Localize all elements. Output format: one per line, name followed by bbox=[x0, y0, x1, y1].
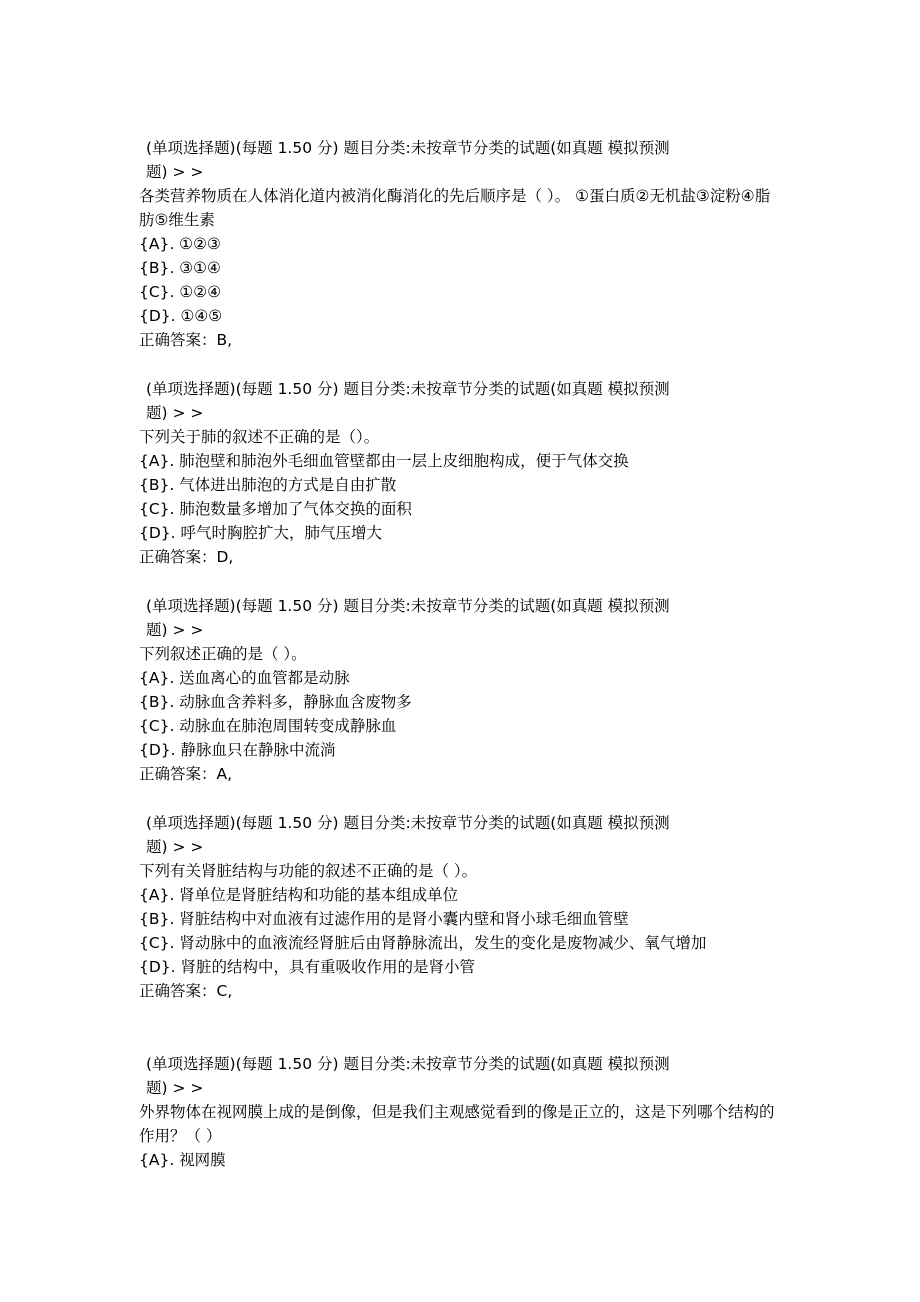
option-c: {C}. 动脉血在肺泡周围转变成静脉血 bbox=[139, 717, 397, 735]
question-stem: 下列关于肺的叙述不正确的是（）。 bbox=[139, 428, 380, 446]
option-b: {B}. ③①④ bbox=[139, 259, 221, 277]
option-b: {B}. 气体进出肺泡的方式是自由扩散 bbox=[139, 476, 397, 494]
option-a: {A}. 送血离心的血管都是动脉 bbox=[139, 669, 350, 687]
option-c: {C}. 肾动脉中的血液流经肾脏后由肾静脉流出，发生的变化是废物减少、氧气增加 bbox=[139, 934, 707, 952]
correct-answer: 正确答案：B, bbox=[139, 331, 233, 349]
question-stem: 各类营养物质在人体消化道内被消化酶消化的先后顺序是（ ）。 ①蛋白质②无机盐③淀粉④脂肪⑤维生素 bbox=[139, 187, 771, 229]
question-header: (单项选择题)(每题 1.50 分) 题目分类:未按章节分类的试题(如真题 模拟预测 bbox=[146, 380, 670, 398]
option-d: {D}. 静脉血只在静脉中流淌 bbox=[139, 741, 336, 759]
question-3 bbox=[139, 594, 784, 786]
question-header-continued: 题) > > bbox=[146, 404, 204, 422]
question-stem: 下列叙述正确的是（ ）。 bbox=[139, 645, 307, 663]
option-a: {A}. 视网膜 bbox=[139, 1151, 226, 1169]
option-d: {D}. 呼气时胸腔扩大，肺气压增大 bbox=[139, 524, 383, 542]
correct-answer: 正确答案：D, bbox=[139, 548, 234, 566]
question-header: (单项选择题)(每题 1.50 分) 题目分类:未按章节分类的试题(如真题 模拟预测 bbox=[146, 814, 670, 832]
question-2 bbox=[139, 377, 784, 569]
question-1 bbox=[139, 136, 784, 352]
correct-answer: 正确答案：C, bbox=[139, 982, 233, 1000]
correct-answer: 正确答案：A, bbox=[139, 765, 233, 783]
option-a: {A}. 肾单位是肾脏结构和功能的基本组成单位 bbox=[139, 886, 459, 904]
question-header: (单项选择题)(每题 1.50 分) 题目分类:未按章节分类的试题(如真题 模拟预测 bbox=[146, 597, 670, 615]
question-4 bbox=[139, 811, 784, 1003]
option-d: {D}. 肾脏的结构中，具有重吸收作用的是肾小管 bbox=[139, 958, 476, 976]
option-c: {C}. 肺泡数量多增加了气体交换的面积 bbox=[139, 500, 412, 518]
question-stem: 下列有关肾脏结构与功能的叙述不正确的是（ ）。 bbox=[139, 862, 478, 880]
question-header-continued: 题) > > bbox=[146, 163, 204, 181]
question-5 bbox=[139, 1052, 784, 1172]
question-header: (单项选择题)(每题 1.50 分) 题目分类:未按章节分类的试题(如真题 模拟预测 bbox=[146, 139, 670, 157]
option-a: {A}. 肺泡壁和肺泡外毛细血管壁都由一层上皮细胞构成，便于气体交换 bbox=[139, 452, 629, 470]
option-b: {B}. 动脉血含养料多，静脉血含废物多 bbox=[139, 693, 412, 711]
option-b: {B}. 肾脏结构中对血液有过滤作用的是肾小囊内壁和肾小球毛细血管壁 bbox=[139, 910, 629, 928]
option-c: {C}. ①②④ bbox=[139, 283, 222, 301]
option-d: {D}. ①④⑤ bbox=[139, 307, 223, 325]
question-header-continued: 题) > > bbox=[146, 621, 204, 639]
question-header-continued: 题) > > bbox=[146, 838, 204, 856]
question-header-continued: 题) > > bbox=[146, 1079, 204, 1097]
question-stem: 外界物体在视网膜上成的是倒像，但是我们主观感觉看到的像是正立的，这是下列哪个结构的作用？（ ） bbox=[139, 1103, 775, 1145]
option-a: {A}. ①②③ bbox=[139, 235, 221, 253]
question-header: (单项选择题)(每题 1.50 分) 题目分类:未按章节分类的试题(如真题 模拟预测 bbox=[146, 1055, 670, 1073]
